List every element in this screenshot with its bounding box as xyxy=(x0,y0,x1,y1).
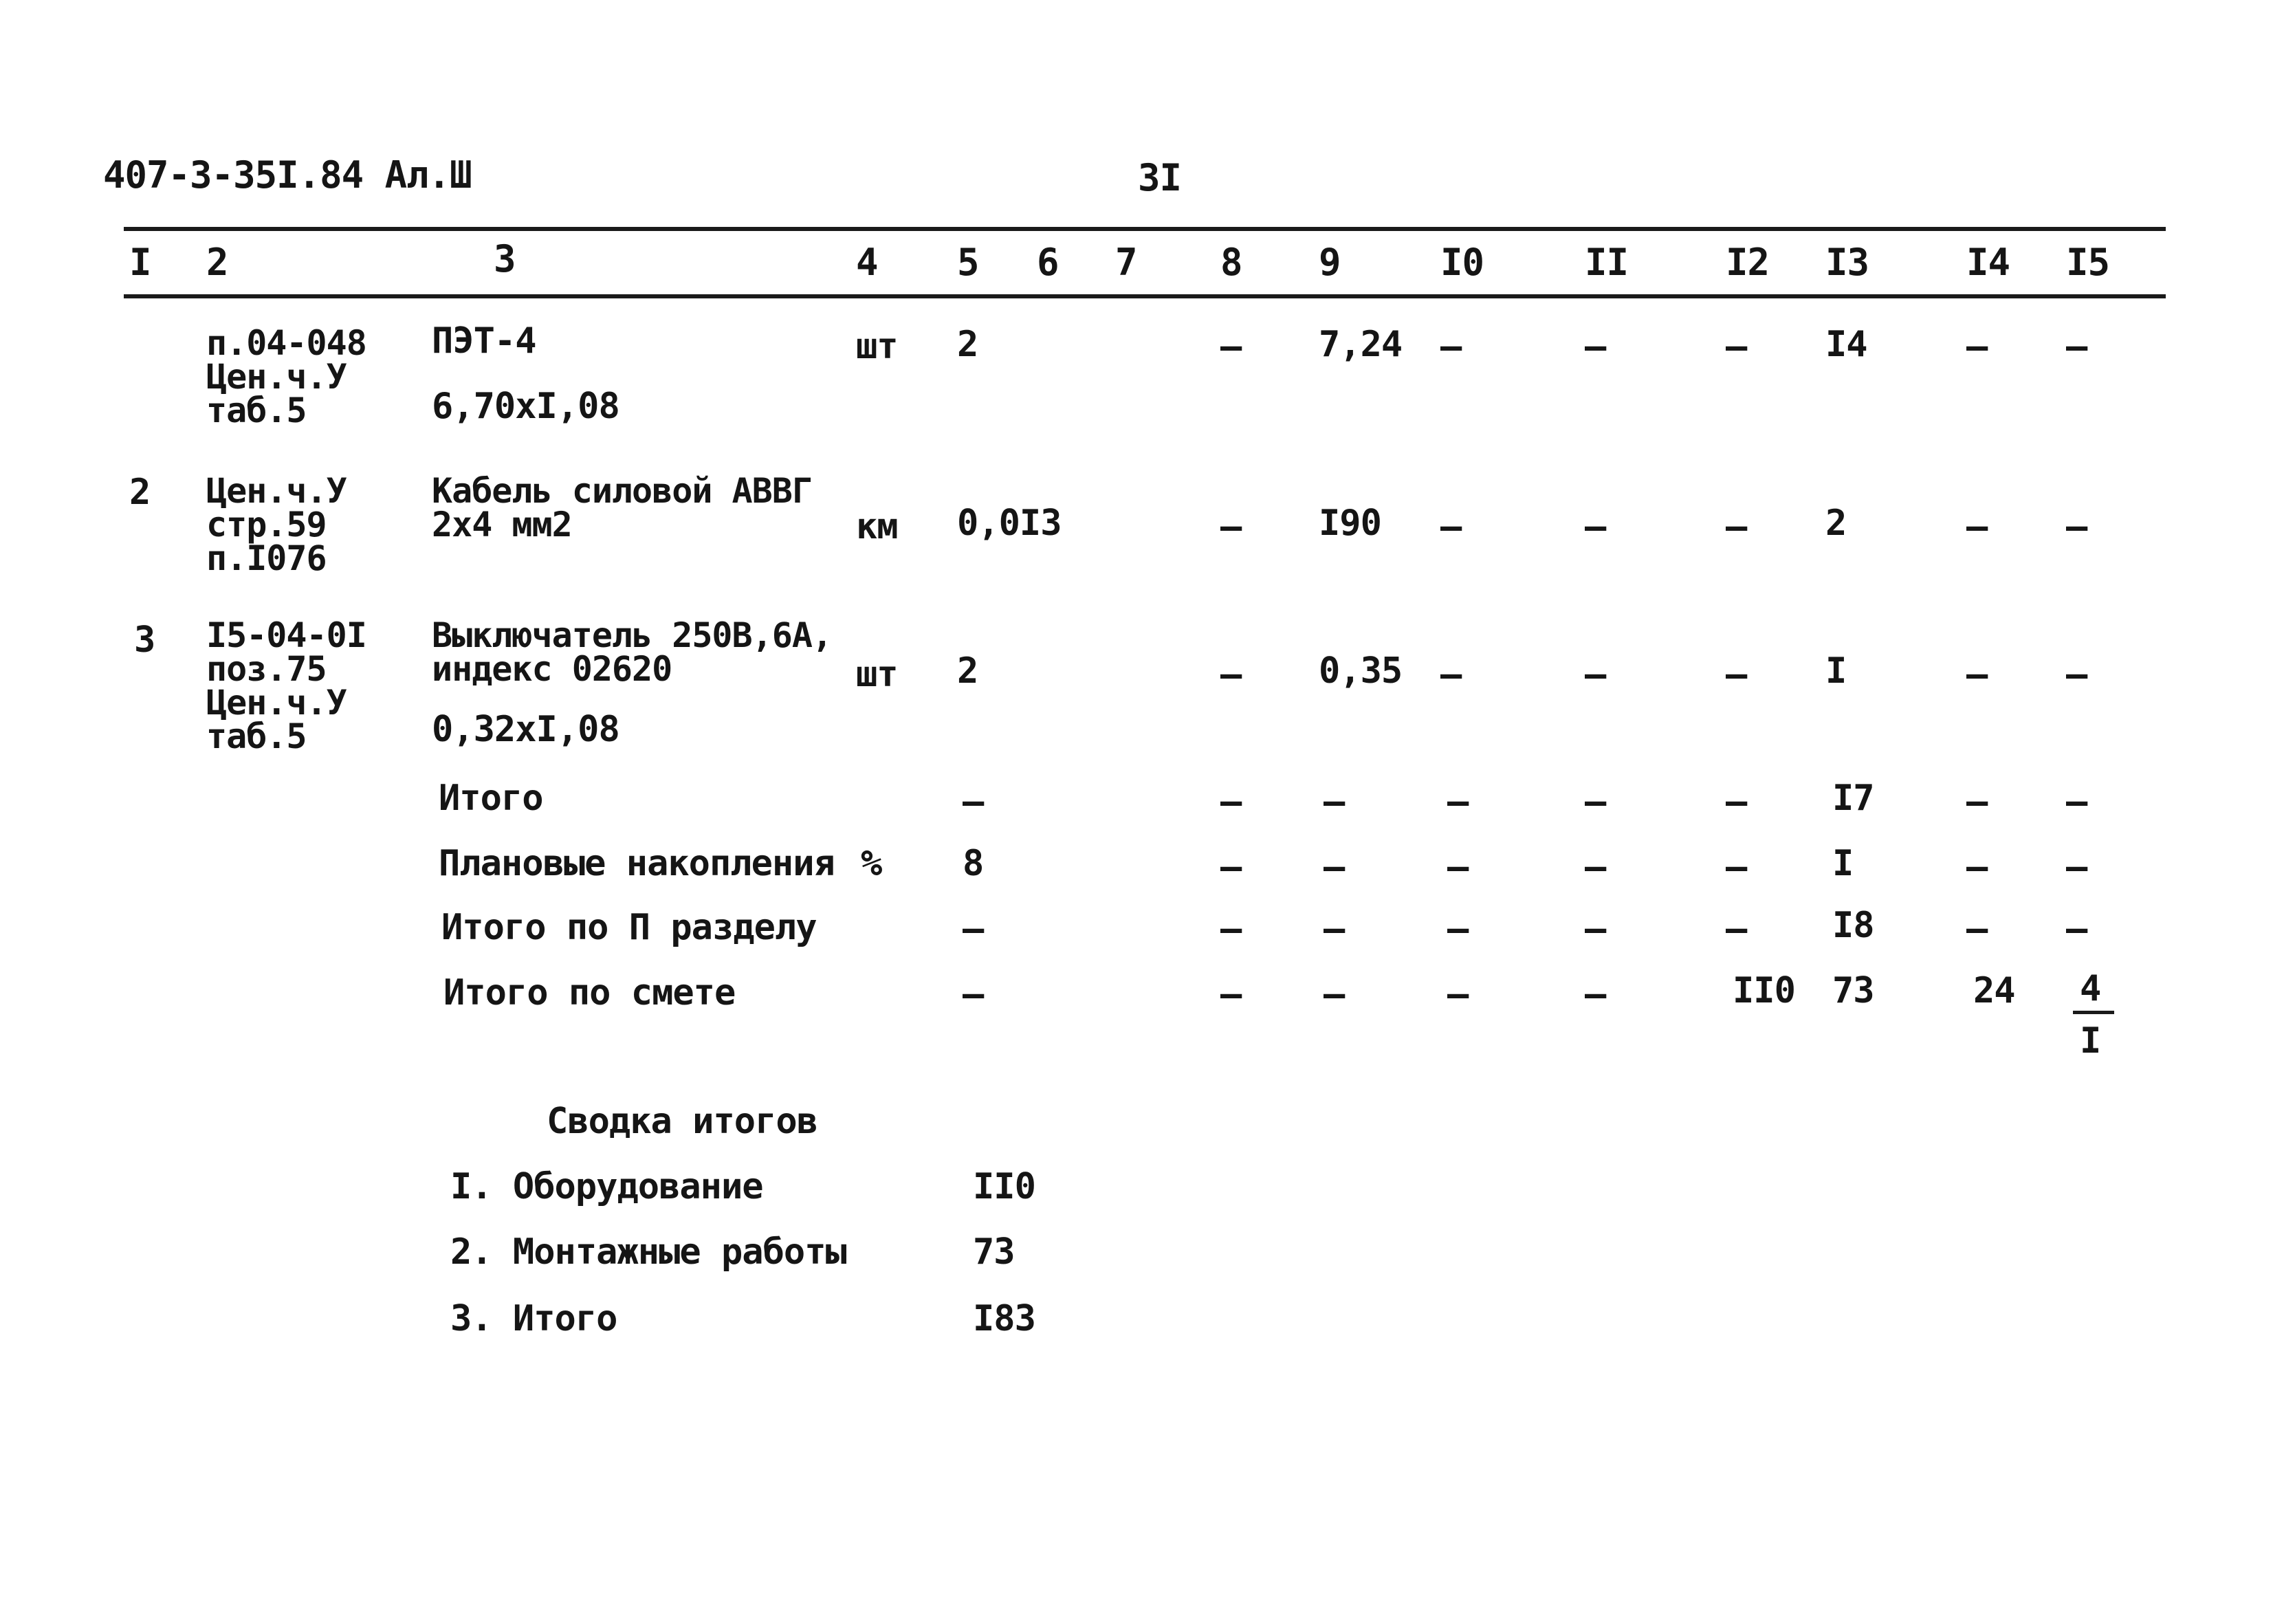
col-header-9: 9 xyxy=(1319,241,1341,284)
planned-savings-c14: – xyxy=(1966,846,1988,888)
row1-ref: п.04-048 Цен.ч.У таб.5 xyxy=(206,323,366,430)
row1-c13: I4 xyxy=(1825,324,1867,365)
summary-item-total-value: I83 xyxy=(973,1298,1035,1339)
col-header-4: 4 xyxy=(856,241,878,284)
row3-num: 3 xyxy=(134,619,155,661)
row2-c11: – xyxy=(1585,506,1606,547)
planned-savings-c13: I xyxy=(1832,843,1854,884)
total-c12: – xyxy=(1726,781,1747,822)
planned-savings-unit: % xyxy=(861,843,882,884)
estimate-total-c14: 24 xyxy=(1973,970,2015,1011)
row2-c14: – xyxy=(1966,506,1988,547)
total-c5: – xyxy=(963,781,984,822)
row1-c11: – xyxy=(1585,326,1606,367)
estimate-total-c10: – xyxy=(1447,974,1469,1015)
row2-c10: – xyxy=(1440,506,1462,547)
row2-num: 2 xyxy=(129,472,151,513)
section-total-c13: I8 xyxy=(1832,905,1874,946)
row3-unit: шт xyxy=(856,654,898,695)
table-top-rule xyxy=(124,227,2166,231)
section-total-c5: – xyxy=(963,908,984,950)
col-header-10: I0 xyxy=(1440,241,1484,284)
row1-name: ПЭТ-4 xyxy=(432,320,536,362)
col-header-11: II xyxy=(1585,241,1629,284)
row2-name: Кабель силовой АВВГ 2х4 мм2 xyxy=(432,471,812,545)
total-c10: – xyxy=(1447,781,1469,822)
summary-item-total-label: 3. Итого xyxy=(450,1298,617,1339)
col-header-5: 5 xyxy=(957,241,979,284)
estimate-total-c11: – xyxy=(1585,974,1606,1015)
planned-savings-c15: – xyxy=(2066,846,2087,888)
col-header-8: 8 xyxy=(1220,241,1242,284)
row3-c10: – xyxy=(1440,654,1462,695)
planned-savings-c12: – xyxy=(1726,846,1747,888)
estimate-total-c12: II0 xyxy=(1733,970,1795,1011)
section-total-c12: – xyxy=(1726,908,1747,950)
row2-c15: – xyxy=(2066,506,2087,547)
row2-unit: км xyxy=(856,506,898,547)
row3-c12: – xyxy=(1726,654,1747,695)
estimate-total-c15-denominator: I xyxy=(2080,1020,2101,1062)
row1-formula: 6,70хI,08 xyxy=(432,386,619,427)
section-total-c14: – xyxy=(1966,908,1988,950)
page-number: 3I xyxy=(1138,156,1182,199)
section-total-label: Итого по П разделу xyxy=(441,907,817,948)
total-label: Итого xyxy=(439,778,543,819)
row3-c9: 0,35 xyxy=(1319,650,1403,692)
total-c14: – xyxy=(1966,781,1988,822)
col-header-1: I xyxy=(129,241,151,284)
estimate-total-label: Итого по смете xyxy=(443,972,736,1013)
col-header-2: 2 xyxy=(206,241,228,284)
row2-c13: 2 xyxy=(1825,503,1847,544)
estimate-total-c8: – xyxy=(1220,974,1242,1015)
row3-c14: – xyxy=(1966,654,1988,695)
estimate-total-c15-fraction-bar xyxy=(2073,1011,2114,1014)
planned-savings-c10: – xyxy=(1447,846,1469,888)
row1-c8: – xyxy=(1220,326,1242,367)
row3-formula: 0,32хI,08 xyxy=(432,709,619,750)
summary-item-installation-value: 73 xyxy=(973,1231,1015,1273)
planned-savings-c9: – xyxy=(1324,846,1345,888)
table-header-bottom-rule xyxy=(124,294,2166,298)
row2-ref: Цен.ч.У стр.59 п.I076 xyxy=(206,471,347,578)
row1-c15: – xyxy=(2066,326,2087,367)
row2-c8: – xyxy=(1220,506,1242,547)
row2-c12: – xyxy=(1726,506,1747,547)
row1-c10: – xyxy=(1440,326,1462,367)
row3-c15: – xyxy=(2066,654,2087,695)
row1-c14: – xyxy=(1966,326,1988,367)
estimate-total-c15-numerator: 4 xyxy=(2080,968,2101,1009)
col-header-14: I4 xyxy=(1966,241,2010,284)
row1-c12: – xyxy=(1726,326,1747,367)
total-c9: – xyxy=(1324,781,1345,822)
section-total-c15: – xyxy=(2066,908,2087,950)
row3-c8: – xyxy=(1220,654,1242,695)
planned-savings-c5: 8 xyxy=(963,843,984,884)
section-total-c9: – xyxy=(1324,908,1345,950)
col-header-3: 3 xyxy=(494,237,516,281)
summary-item-installation-label: 2. Монтажные работы xyxy=(450,1231,846,1273)
row3-c11: – xyxy=(1585,654,1606,695)
row3-qty: 2 xyxy=(957,650,978,692)
col-header-12: I2 xyxy=(1726,241,1770,284)
summary-item-equipment-value: II0 xyxy=(973,1166,1035,1207)
planned-savings-c11: – xyxy=(1585,846,1606,888)
planned-savings-c8: – xyxy=(1220,846,1242,888)
section-total-c10: – xyxy=(1447,908,1469,950)
planned-savings-label: Плановые накопления xyxy=(439,843,835,884)
estimate-total-c5: – xyxy=(963,974,984,1015)
row1-qty: 2 xyxy=(957,324,978,365)
row3-ref: I5-04-0I поз.75 Цен.ч.У таб.5 xyxy=(206,615,366,756)
summary-item-equipment-label: I. Оборудование xyxy=(450,1166,763,1207)
row2-c9: I90 xyxy=(1319,503,1381,544)
document-code: 407-3-35I.84 Ал.Ш xyxy=(103,153,472,197)
col-header-15: I5 xyxy=(2066,241,2110,284)
row1-c9: 7,24 xyxy=(1319,324,1403,365)
total-c13: I7 xyxy=(1832,778,1874,819)
col-header-7: 7 xyxy=(1115,241,1137,284)
row2-qty: 0,0I3 xyxy=(957,503,1062,544)
row3-c13: I xyxy=(1825,650,1847,692)
estimate-total-c9: – xyxy=(1324,974,1345,1015)
total-c15: – xyxy=(2066,781,2087,822)
estimate-total-c13: 73 xyxy=(1832,970,1874,1011)
col-header-6: 6 xyxy=(1037,241,1059,284)
section-total-c8: – xyxy=(1220,908,1242,950)
summary-title: Сводка итогов xyxy=(547,1101,817,1142)
col-header-13: I3 xyxy=(1825,241,1869,284)
row3-name: Выключатель 250В,6А, индекс 02620 xyxy=(432,615,833,689)
section-total-c11: – xyxy=(1585,908,1606,950)
total-c11: – xyxy=(1585,781,1606,822)
row1-unit: шт xyxy=(856,326,898,367)
total-c8: – xyxy=(1220,781,1242,822)
